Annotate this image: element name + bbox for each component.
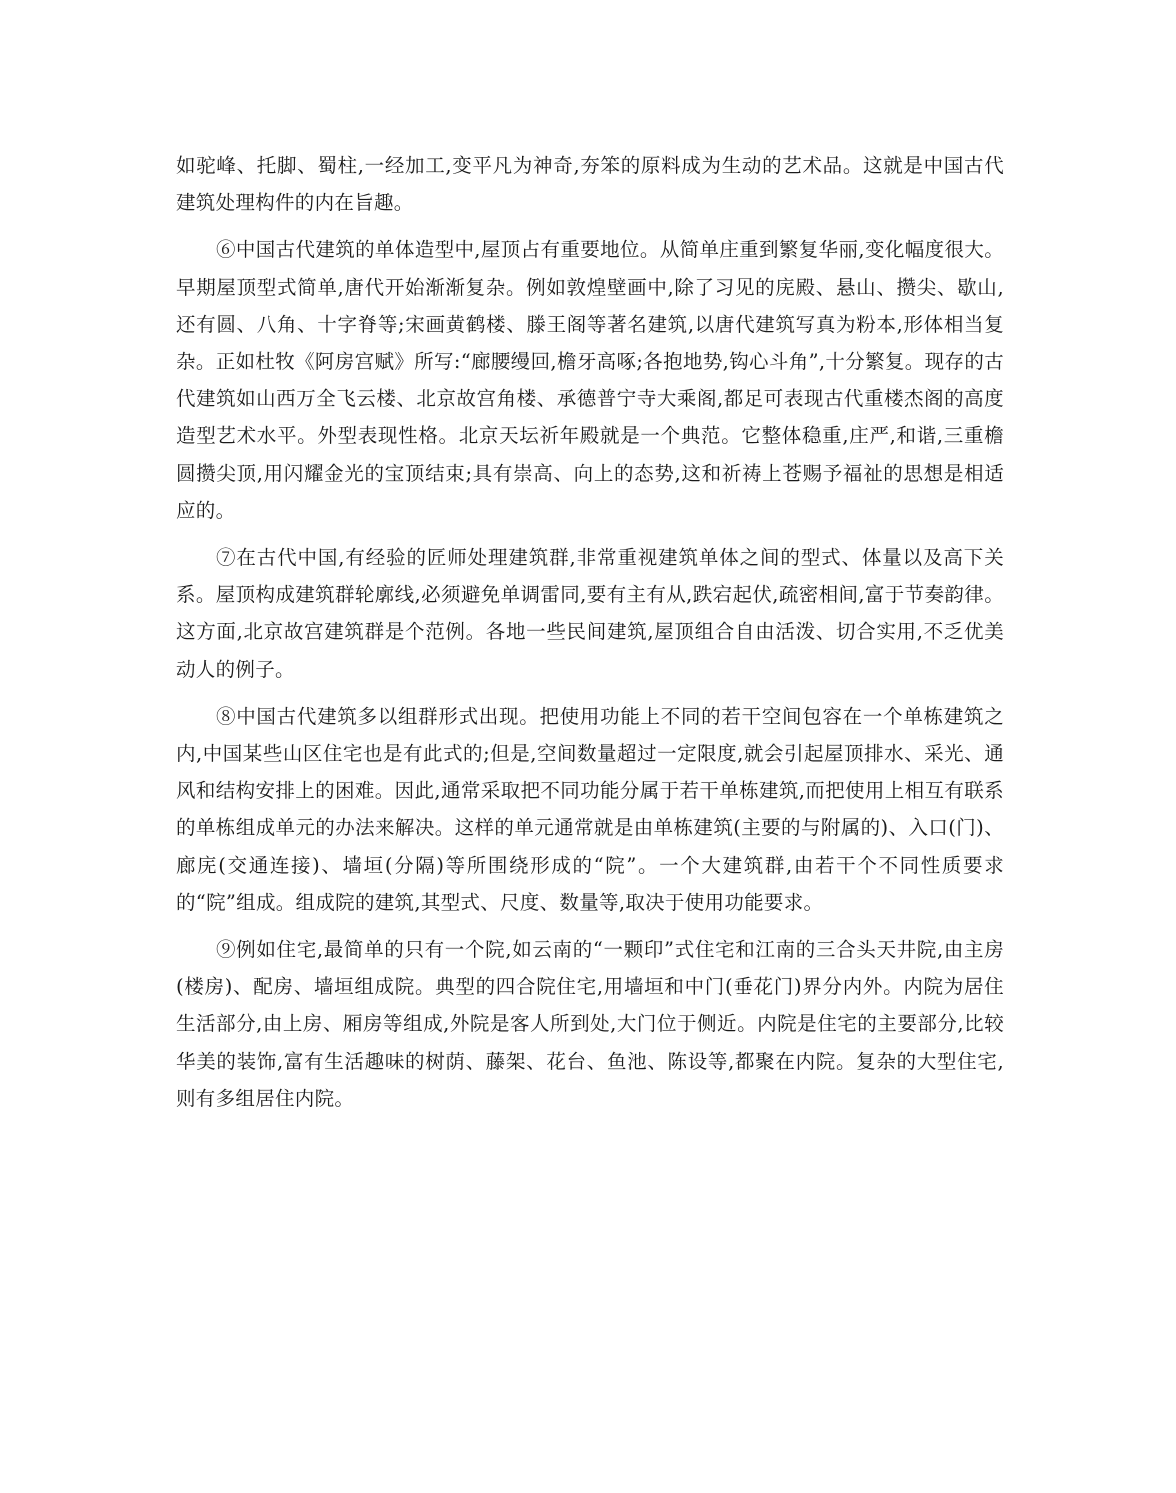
paragraph-6: ⑥中国古代建筑的单体造型中,屋顶占有重要地位。从简单庄重到繁复华丽,变化幅度很大。早期屋顶型式简单,唐代开始渐渐复杂。例如敦煌壁画中,除了习见的庑殿、悬山、攒尖、歇山,还有圆、八角、十字脊等;宋画黄鹤楼、滕王阁等著名建筑,以唐代建筑写真为粉本,形体相当复杂。正如杜牧《阿房宫赋》所写:“廊腰缦回,檐牙高啄;各抱地势,钩心斗角”,十分繁复。现存的古代建筑如山西万全飞云楼、北京故宫角楼、承德普宁寺大乘阁,都足可表现古代重楼杰阁的高度造型艺术水平。外型表现性格。北京天坛祈年殿就是一个典范。它整体稳重,庄严,和谐,三重檐圆攒尖顶,用闪耀金光的宝顶结束;具有崇高、向上的态势,这和祈祷上苍赐予福祉的思想是相适应的。 [176, 238, 1004, 522]
document-body [176, 147, 1004, 1127]
paragraph-continuation: 如驼峰、托脚、蜀柱,一经加工,变平凡为神奇,夯笨的原料成为生动的艺术品。这就是中国古代建筑处理构件的内在旨趣。 [176, 154, 1004, 215]
paragraph-8: ⑧中国古代建筑多以组群形式出现。把使用功能上不同的若干空间包容在一个单栋建筑之内,中国某些山区住宅也是有此式的;但是,空间数量超过一定限度,就会引起屋顶排水、采光、通风和结构安排上的困难。因此,通常采取把不同功能分属于若干单栋建筑,而把使用上相互有联系的单栋组成单元的办法来解决。这样的单元通常就是由单栋建筑(主要的与附属的)、入口(门)、廊庑(交通连接)、墙垣(分隔)等所围绕形成的“院”。一个大建筑群,由若干个不同性质要求的“院”组成。组成院的建筑,其型式、尺度、数量等,取决于使用功能要求。 [176, 704, 1004, 914]
paragraph-9: ⑨例如住宅,最简单的只有一个院,如云南的“一颗印”式住宅和江南的三合头天井院,由主房(楼房)、配房、墙垣组成院。典型的四合院住宅,用墙垣和中门(垂花门)界分内外。内院为居住生活部分,由上房、厢房等组成,外院是客人所到处,大门位于侧近。内院是住宅的主要部分,比较华美的装饰,富有生活趣味的树荫、藤架、花台、鱼池、陈设等,都聚在内院。复杂的大型住宅,则有多组居住内院。 [176, 938, 1004, 1110]
paragraph-7: ⑦在古代中国,有经验的匠师处理建筑群,非常重视建筑单体之间的型式、体量以及高下关系。屋顶构成建筑群轮廓线,必须避免单调雷同,要有主有从,跌宕起伏,疏密相间,富于节奏韵律。这方面,北京故宫建筑群是个范例。各地一些民间建筑,屋顶组合自由活泼、切合实用,不乏优美动人的例子。 [176, 546, 1004, 681]
